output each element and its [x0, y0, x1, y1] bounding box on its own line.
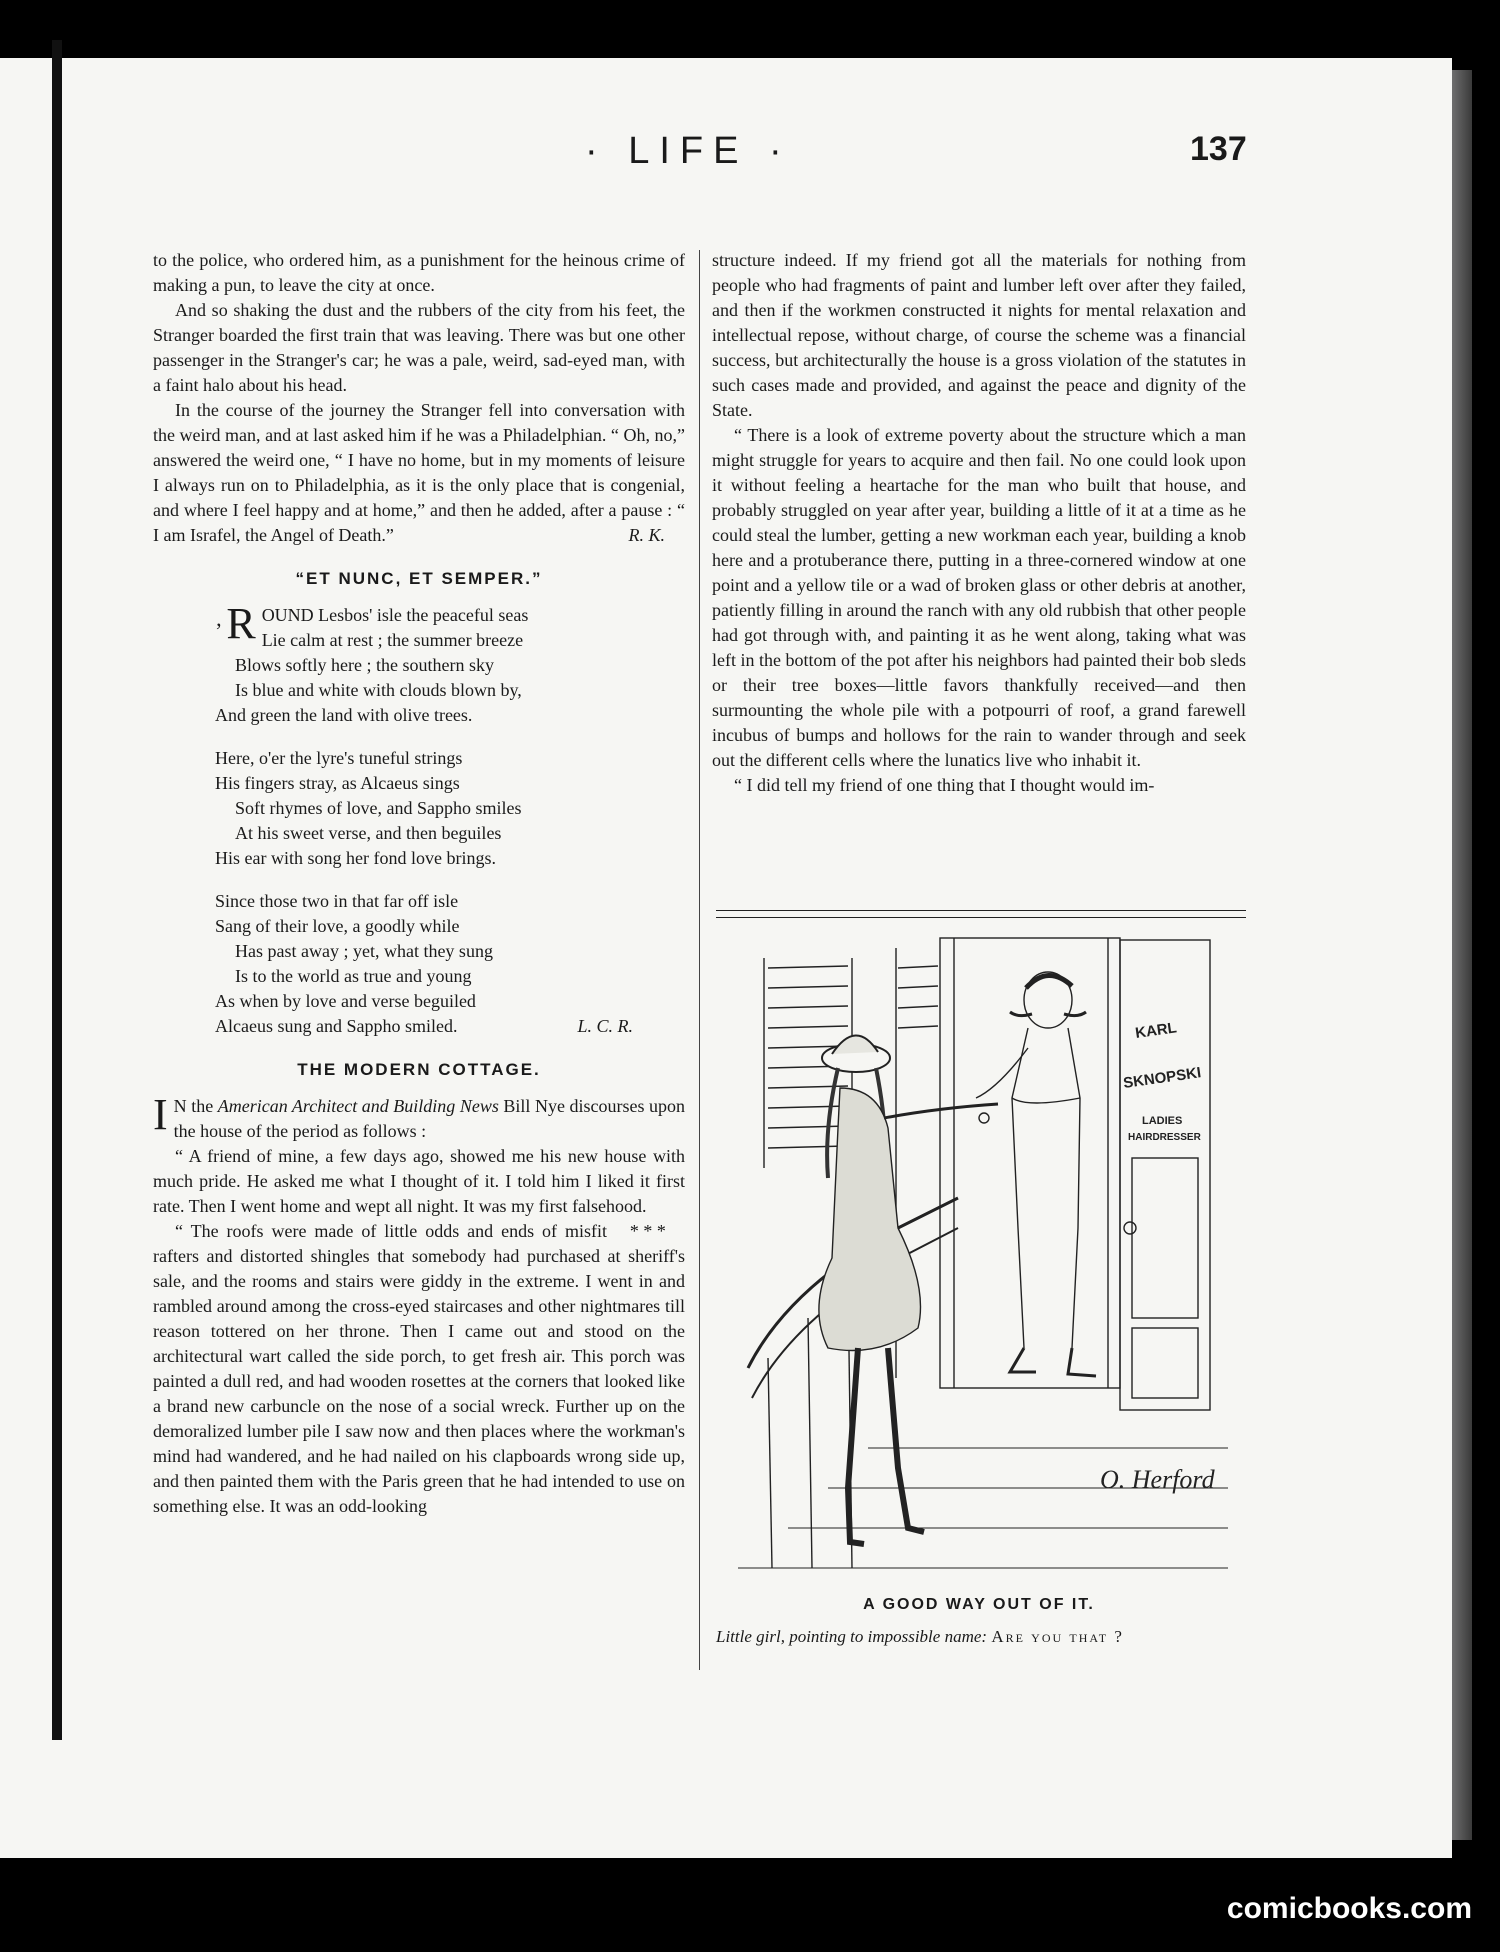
paragraph: “ A friend of mine, a few days ago, showed me his new house with much pride. He asked me what I thought of it. I told him I liked it first rate. Then I went home and wept all night. It was my first falsehood. * * *: [153, 1144, 685, 1219]
column-rule: [699, 250, 700, 1670]
poem-stanza: [215, 599, 685, 728]
left-column: [153, 248, 685, 1519]
right-column: [712, 248, 1246, 798]
section-divider: [716, 910, 1246, 918]
poem-initials: L. C. R.: [577, 1016, 633, 1036]
poem-line: Has past away ; yet, what they sung: [235, 941, 493, 961]
sign-text: KARL: [1134, 1019, 1178, 1042]
paragraph-text: In the course of the journey the Stranger fell into conversation with the weird man, and at last asked him if he was a Philadelphian. “ Oh, no,” answered the weird one, “ I have no home, but in my moments of leisure I always run on to Philadelphia, as it is the only place that is congenial, and where I feel happy and at home,” and then he added, after a pause : “ I am Israfel, the Angel of Death.”: [153, 400, 685, 545]
poem-line: Sang of their love, a goodly while: [215, 916, 460, 936]
ellipsis-stars: * * *: [629, 1221, 665, 1241]
binding-gutter: [52, 40, 62, 1740]
sign-text: LADIES: [1142, 1115, 1183, 1127]
poem-line: His ear with song her fond love brings.: [215, 848, 496, 868]
poem-line: Is to the world as true and young: [235, 966, 472, 986]
sign-text: HAIRDRESSER: [1128, 1132, 1201, 1143]
drop-cap: I: [153, 1090, 168, 1139]
sign-text: SKNOPSKI: [1122, 1064, 1203, 1092]
poem: [215, 599, 685, 1039]
girl-figure: [819, 1035, 998, 1544]
poem-stanza: [215, 889, 685, 1039]
hairdresser-figure: [976, 972, 1096, 1376]
running-head: · LIFE ·: [585, 130, 792, 172]
caption-italic: Little girl, pointing to impossible name:: [716, 1627, 988, 1646]
paragraph: structure indeed. If my friend got all the materials for nothing from people who had fragments of paint and lumber left over after they failed, and then if the workmen constructed it nights for mental relaxation and intellectual repose, without charge, of course the scheme was a financial success, but architecturally the house is a gross violation of the statutes in such cases made and provided, and against the peace and dignity of the State.: [712, 250, 1246, 420]
poem-line: Blows softly here ; the southern sky: [235, 655, 494, 675]
paragraph: And so shaking the dust and the rubbers of the city from his feet, the Stranger boarded the first train that was leaving. There was but one other passenger in the Stranger's car; he was a pale, weird, sad-eyed man, with a faint halo about his head.: [153, 300, 685, 395]
cartoon-caption-title: A GOOD WAY OUT OF IT.: [863, 1596, 1095, 1613]
publication-name: American Architect and Building News: [217, 1096, 499, 1116]
poem-line: Since those two in that far off isle: [215, 891, 459, 911]
poem-line: At his sweet verse, and then beguiles: [235, 823, 502, 843]
poem-line: Alcaeus sung and Sappho smiled. L. C. R.: [215, 1014, 685, 1039]
poem-line: Here, o'er the lyre's tuneful strings: [215, 748, 463, 768]
artist-signature: O. Herford: [1100, 1465, 1215, 1494]
paragraph: to the police, who ordered him, as a punishment for the heinous crime of making a pun, to leave the city at once.: [153, 250, 685, 295]
cartoon-illustration: [728, 928, 1240, 1580]
paragraph: I N the American Architect and Building News Bill Nye discourses upon the house of the period as follows :: [153, 1090, 685, 1141]
poem-line: His fingers stray, as Alcaeus sings: [215, 773, 460, 793]
author-initials: R. K.: [628, 525, 665, 545]
drop-cap: ’R: [215, 599, 256, 648]
article-title: THE MODERN COTTAGE.: [297, 1060, 541, 1079]
poem-title: “ET NUNC, ET SEMPER.”: [295, 569, 543, 588]
caption-dialogue: Are you that ?: [991, 1627, 1124, 1646]
poem-line: As when by love and verse beguiled: [215, 991, 476, 1011]
page-number: 137: [1190, 130, 1247, 168]
poem-line: Lie calm at rest ; the summer breeze: [261, 630, 524, 650]
page-header: [0, 130, 1452, 190]
poem-line: And green the land with olive trees.: [215, 705, 473, 725]
poem-line: Soft rhymes of love, and Sappho smiles: [235, 798, 522, 818]
page-edge: [1452, 70, 1472, 1840]
doorway: [940, 938, 1210, 1410]
poem-line: OUND Lesbos' isle the peaceful seas: [261, 605, 529, 625]
paragraph: [153, 398, 685, 548]
paragraph: “ There is a look of extreme poverty about the structure which a man might struggle for years to acquire and then fail. No one could look upon it without feeling a heartache for the man who built that house, and probably struggled on year after year, building a little of it at a time as he could steal the lumber, getting a new workman each year, building a knob here and a protuberance there, putting in a three-cornered window at one point and a yellow tile or a wad of broken glass or other debris at another, patiently filling in around the ranch with any old rubbish that other people had got through with, and painting it as he went along, taking what was left in the bottom of the pot after his neighbors had painted their bob sleds or their tree boxes—little favors thankfully received—and then surmounting the whole pile with a potpourri of roof, a grand farewell incubus of bumps and hollows for the rain to wander through and seek out the different cells where the lunatics live who inhabit it.: [712, 425, 1246, 770]
poem-line: Is blue and white with clouds blown by,: [235, 680, 522, 700]
paragraph: “ The roofs were made of little odds and ends of misfit rafters and distorted shingles that somebody had purchased at sheriff's sale, and the rooms and stairs were giddy in the extreme. I went in and rambled around among the cross-eyed staircases and other nightmares till reason tottered on her throne. Then I came out and stood on the architectural wart called the side porch, to get fresh air. This porch was painted a dull red, and had wooden rosettes at the corners that looked like a brand new carbuncle on the nose of a social wreck. Further up on the demoralized lumber pile I saw now and then places where the workman's mind had wandered, and he had nailed on his clapboards wrong side up, and then painted them with the Paris green that he had intended to use on something else. It was an odd-looking: [153, 1221, 685, 1516]
watermark: comicbooks.com: [1226, 1892, 1472, 1925]
paragraph: “ I did tell my friend of one thing that I thought would im-: [734, 775, 1155, 795]
cartoon-caption: [716, 1626, 1246, 1648]
stair-rail: [738, 1198, 1228, 1568]
poem-stanza: [215, 746, 685, 871]
